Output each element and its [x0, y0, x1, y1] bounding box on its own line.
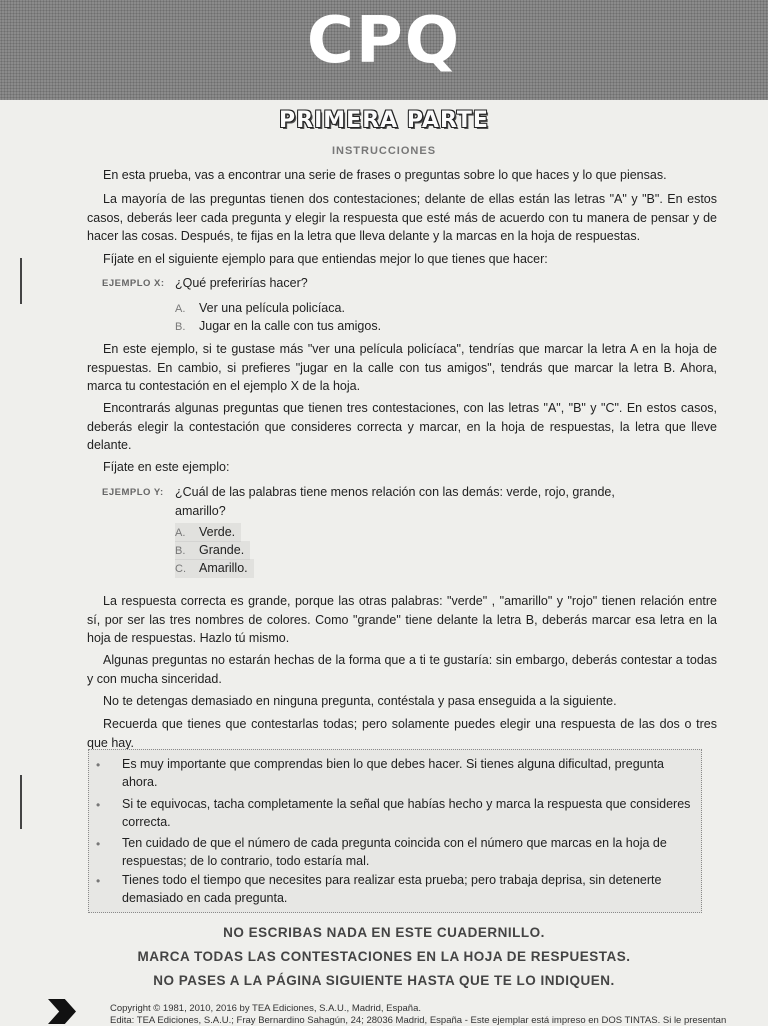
bullet-icon: •	[96, 798, 101, 812]
option-text: Verde.	[199, 525, 236, 539]
option-text: Jugar en la calle con tus amigos.	[199, 319, 382, 333]
paragraph-two-answers: La mayoría de las preguntas tienen dos contestaciones; delante de ellas están las letras "A" y "B". En estos casos, deberás leer cada pregunta y elegir la respuesta que esté más de acuerdo con tu manera de pensar y de hacer las cosas. Después, te fijas en la letra que lleva delante y la marcas en la hoja de respuestas.	[87, 192, 717, 243]
paragraph-example-x-explanation: En este ejemplo, si te gustase más "ver una película policíaca", tendrías que marcar la letra A en la hoja de respuestas. En cambio, si prefieres "jugar en la calle con tus amigos", tendrás que marcar la letra B. Ahora, marca tu contestación en el ejemplo X de la hoja.	[87, 342, 717, 393]
warning-mark-answers: MARCA TODAS LAS CONTESTACIONES EN LA HOJA DE RESPUESTAS.	[137, 949, 631, 964]
document-title: CPQ	[306, 4, 462, 78]
warning-no-write: NO ESCRIBAS NADA EN ESTE CUADERNILLO.	[223, 925, 545, 940]
example-y-question: ¿Cuál de las palabras tiene menos relación con las demás: verde, rojo, grande, amarillo?	[175, 485, 615, 518]
note-item: Ten cuidado de que el número de cada pregunta coincida con el número que marcas en la hoja de respuestas; de lo contrario, todo estaría mal.	[122, 836, 667, 868]
option-letter: C.	[175, 563, 186, 575]
option-letter: B.	[175, 545, 186, 557]
bullet-icon: •	[96, 758, 101, 772]
margin-mark	[20, 258, 22, 304]
example-y-option-b	[175, 541, 250, 560]
paragraph-three-answers: Encontrarás algunas preguntas que tienen tres contestaciones, con las letras "A", "B" y "C". En estos casos, deberás elegir la contestación que consideres correcta y marcar, en la hoja de respuestas, la letra que lleve delante.	[87, 401, 717, 452]
footer-copyright: Copyright © 1981, 2010, 2016 by TEA Ediciones, S.A.U., Madrid, España.	[110, 1003, 422, 1014]
example-x-option-b	[175, 317, 381, 336]
option-text: Grande.	[199, 543, 245, 557]
bullet-icon: •	[96, 874, 101, 888]
instructions-heading: INSTRUCCIONES	[331, 145, 437, 157]
section-title: PRIMERA PARTE	[279, 108, 489, 133]
footer-publisher: Edita: TEA Ediciones, S.A.U.; Fray Bernardino Sahagún, 24; 28036 Madrid, España - Este ejemplar está impreso en DOS TINTAS. Si le presentan	[110, 1015, 727, 1026]
example-y-label: EJEMPLO Y:	[102, 487, 164, 498]
example-y-option-c	[175, 559, 254, 578]
option-letter: B.	[175, 321, 186, 333]
publisher-logo-icon	[48, 999, 76, 1024]
paragraph-example-y-explanation: La respuesta correcta es grande, porque las otras palabras: "verde" , "amarillo" y "rojo" tienen relación entre sí, por ser las tres nombres de colores. Como "grande" tiene delante la letra B, deberás marcar esa letra en la hoja de respuestas. Hazlo tú mismo.	[87, 594, 717, 645]
note-item: Tienes todo el tiempo que necesites para realizar esta prueba; pero trabaja deprisa, sin detenerte demasiado en cada pregunta.	[122, 873, 662, 905]
paragraph-example-y-intro: Fíjate en este ejemplo:	[103, 460, 230, 474]
option-letter: A.	[175, 527, 186, 539]
option-text: Amarillo.	[199, 561, 248, 575]
paragraph-example-intro: Fíjate en el siguiente ejemplo para que entiendas mejor lo que tienes que hacer:	[103, 252, 548, 266]
warning-wait: NO PASES A LA PÁGINA SIGUIENTE HASTA QUE TE LO INDIQUEN.	[153, 973, 615, 988]
option-text: Ver una película policíaca.	[199, 301, 345, 315]
example-x-label: EJEMPLO X:	[102, 278, 165, 289]
paragraph-dont-stop: No te detengas demasiado en ninguna pregunta, contéstala y pasa enseguida a la siguiente.	[103, 694, 617, 708]
example-y-option-a	[175, 523, 241, 542]
bullet-icon: •	[96, 837, 101, 851]
paragraph-intro: En esta prueba, vas a encontrar una serie de frases o preguntas sobre lo que haces y lo que piensas.	[103, 168, 667, 182]
paragraph-answer-all: Recuerda que tienes que contestarlas todas; pero solamente puedes elegir una respuesta de las dos o tres que hay.	[87, 717, 717, 750]
note-item: Si te equivocas, tacha completamente la señal que habías hecho y marca la respuesta que consideres correcta.	[122, 797, 691, 829]
note-item: Es muy importante que comprendas bien lo que debes hacer. Si tienes alguna dificultad, pregunta ahora.	[122, 757, 665, 789]
example-x-option-a	[175, 299, 345, 318]
option-letter: A.	[175, 303, 186, 315]
paragraph-sincerity: Algunas preguntas no estarán hechas de la forma que a ti te gustaría: sin embargo, deberás contestar a todas y con mucha sinceridad.	[87, 653, 717, 686]
example-x-question: ¿Qué preferirías hacer?	[175, 276, 308, 290]
margin-mark	[20, 775, 22, 829]
